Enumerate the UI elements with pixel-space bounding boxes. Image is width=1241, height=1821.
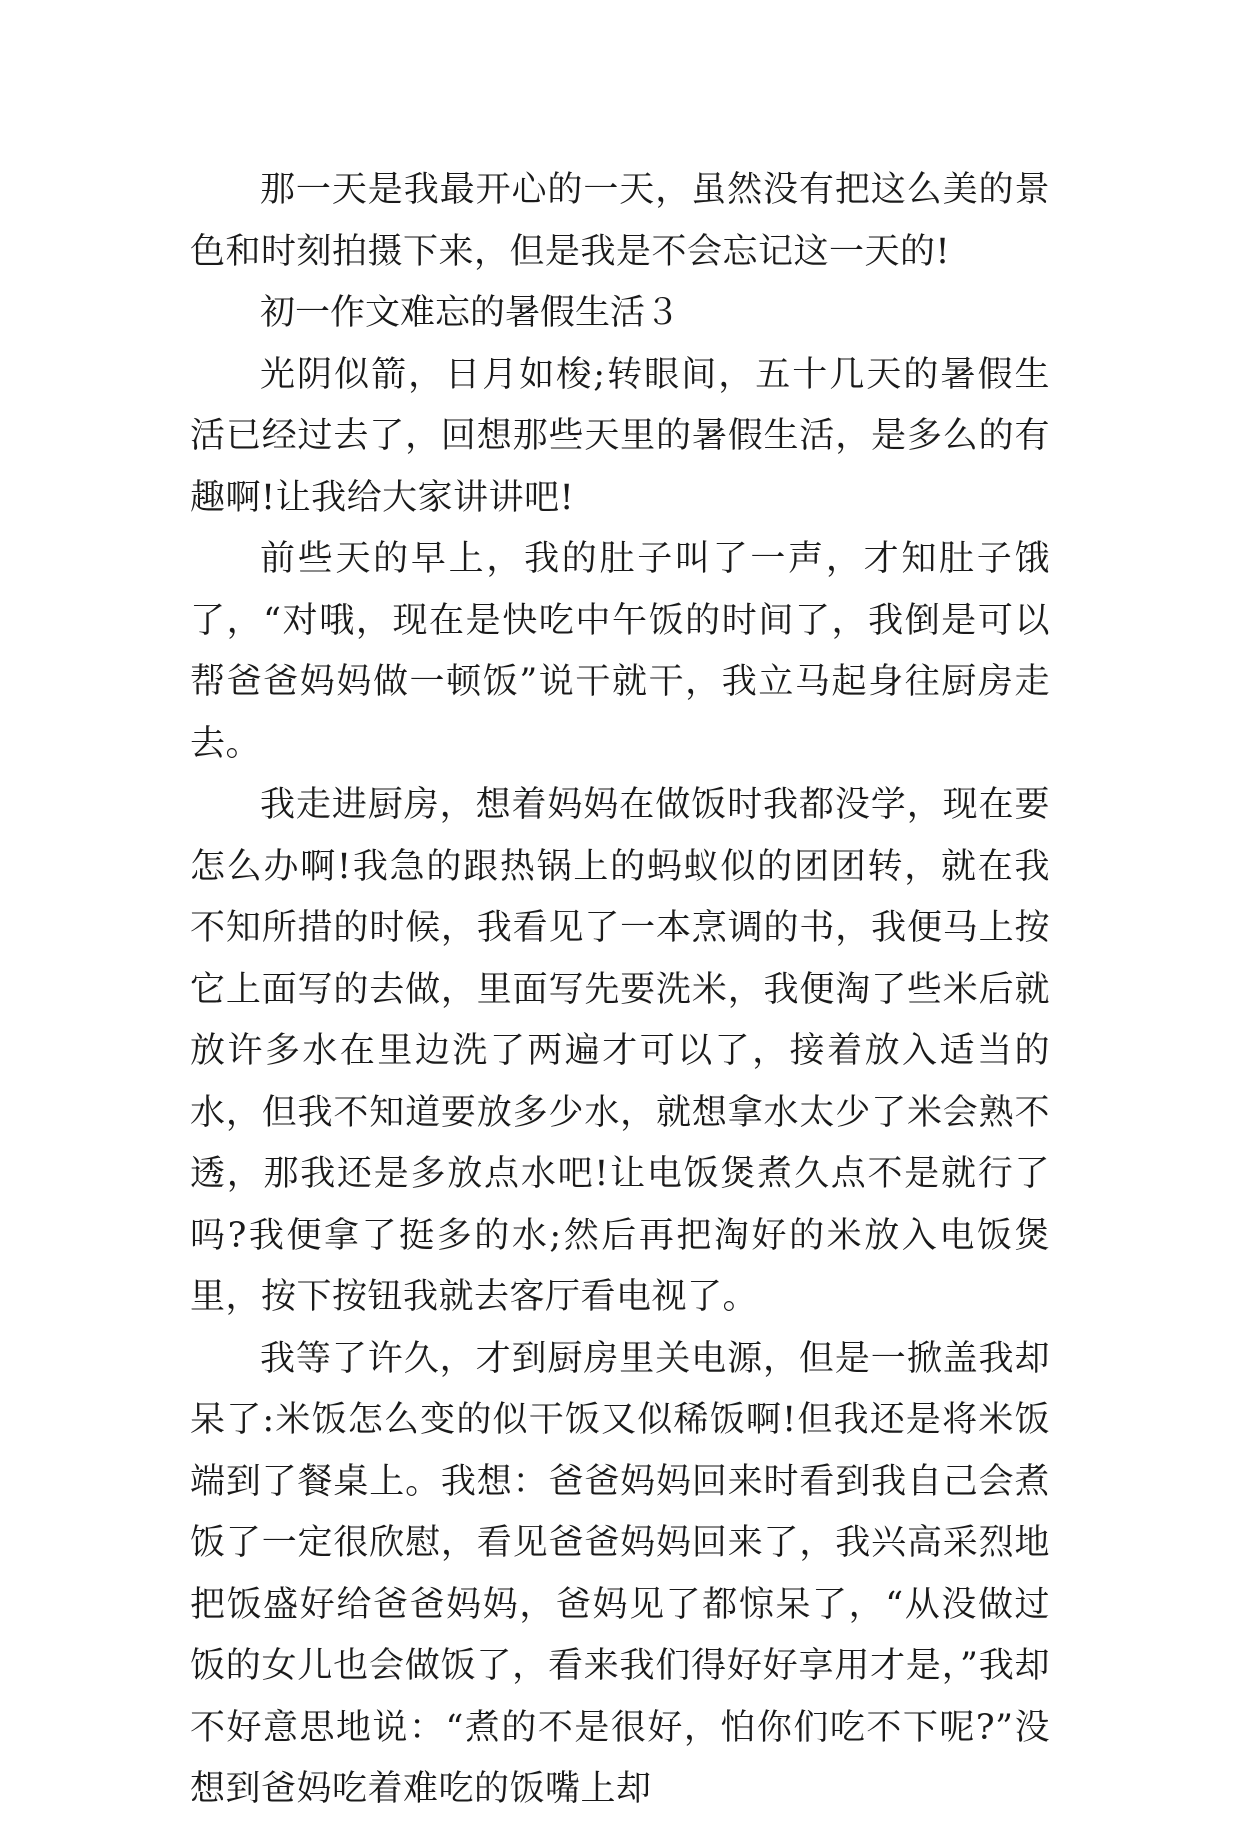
paragraph: 那一天是我最开心的一天，虽然没有把这么美的景色和时刻拍摄下来，但是我是不会忘记这一天的! — [190, 170, 1050, 272]
paragraph: 前些天的早上，我的肚子叫了一声，才知肚子饿了，“对哦，现在是快吃中午饭的时间了，我倒是可以帮爸爸妈妈做一顿饭”说干就干，我立马起身往厨房走去。 — [190, 539, 1050, 764]
paragraph: 我走进厨房，想着妈妈在做饭时我都没学，现在要怎么办啊!我急的跟热锅上的蚂蚁似的团团转，就在我不知所措的时候，我看见了一本烹调的书，我便马上按它上面写的去做，里面写先要洗米，我便淘了些米后就放许多水在里边洗了两遍才可以了，接着放入适当的水，但我不知道要放多少水，就想拿水太少了米会熟不透，那我还是多放点水吧!让电饭煲煮久点不是就行了吗?我便拿了挺多的水;然后再把淘好的米放入电饭煲里，按下按钮我就去客厅看电视了。 — [190, 785, 1050, 1317]
paragraph: 光阴似箭，日月如梭;转眼间，五十几天的暑假生活已经过去了，回想那些天里的暑假生活，是多么的有趣啊!让我给大家讲讲吧! — [190, 354, 1050, 518]
document-page — [190, 160, 1050, 1821]
section-heading: 初一作文难忘的暑假生活３ — [260, 293, 681, 333]
paragraph: 我等了许久，才到厨房里关电源，但是一掀盖我却呆了:米饭怎么变的似干饭又似稀饭啊!但我还是将米饭端到了餐桌上。我想：爸爸妈妈回来时看到我自己会煮饭了一定很欣慰，看见爸爸妈妈回来了，我兴高采烈地把饭盛好给爸爸妈妈，爸妈见了都惊呆了，“从没做过饭的女儿也会做饭了，看来我们得好好享用才是，”我却不好意思地说：“煮的不是很好，怕你们吃不下呢?”没想到爸妈吃着难吃的饭嘴上却 — [190, 1338, 1050, 1809]
